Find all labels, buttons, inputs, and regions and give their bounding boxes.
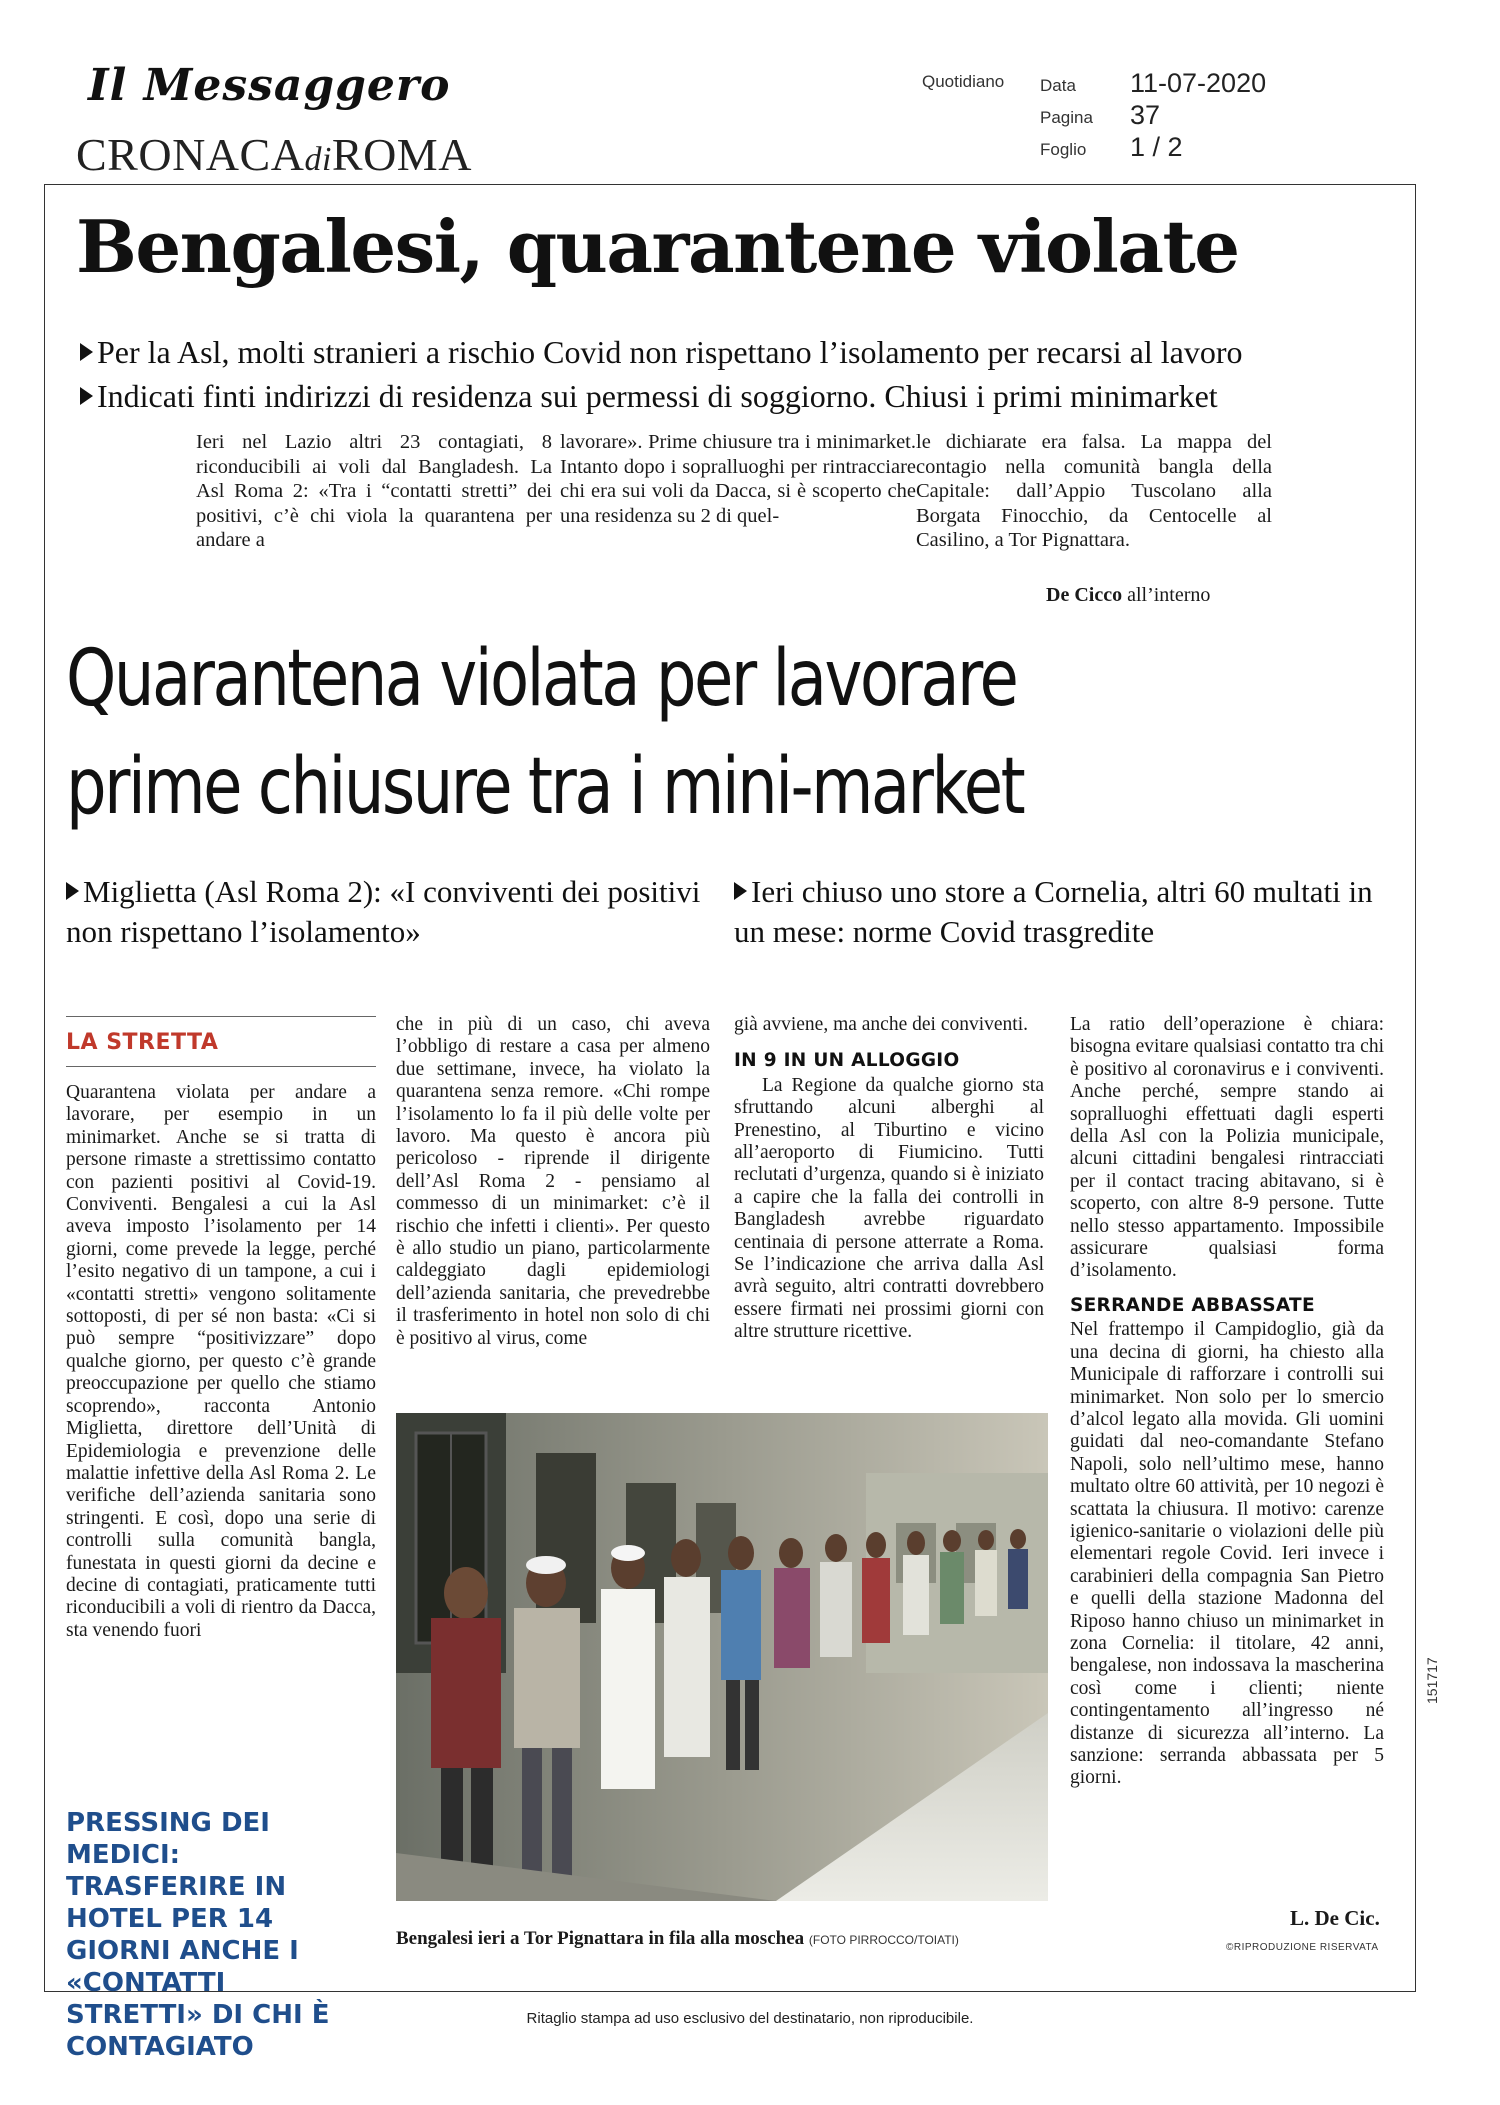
meta-foglio-label: Foglio [1040,140,1087,159]
meta-pagina-label: Pagina [1040,108,1093,127]
pull-quote: PRESSING DEI MEDICI: TRASFERIRE IN HOTEL PER 14 GIORNI ANCHE I «CONTATTI STRETTI» DI CHI È CONTAGIATO [66,1808,330,2062]
top-deck-line-2: Indicati finti indirizzi di residenza sui permessi di soggiorno. Chiusi i primi minimarket [80,378,1218,415]
main-column-3: già avviene, ma anche dei conviventi. IN 9 IN UN ALLOGGIO La Regione da qualche giorno sta sfruttando alcuni alberghi al Prenestino, al Tiburtino e vicino all’aeroporto di Fiumicino. Tutti reclutati d’urgenza, quando si è iniziato a capire che la falla dei controlli in Bangladesh avrebbe riguardato centinaia di persone atterrate a Roma. Se l’indicazione che arriva dalla Asl avrà seguito, altri contratti dovrebbero essere firmati nei prossimi giorni con altre strutture ricettive. [734,1014,1044,1343]
side-code: 151717 [1424,1657,1440,1704]
top-column-1: Ieri nel Lazio altri 23 contagiati, 8 riconducibili ai voli dal Bangladesh. La Asl Roma 2: «Tra i “contatti stretti” dei positivi, c’è chi viola la quarantena per andare a [196,431,552,551]
top-column-2: lavorare». Prime chiusure tra i minimarket. Intanto dopo i sopralluoghi per rintracciare chi era sui voli da Dacca, si è scoperto che una residenza su 2 di quel- [560,431,916,527]
top-headline: Bengalesi, quarantene violate [76,204,1239,289]
triangle-bullet-icon [80,343,93,361]
main-byline: L. De Cic. [1290,1906,1380,1930]
section-rule-top [66,1016,376,1017]
main-column-1: Quarantena violata per andare a lavorare, per esempio in un minimarket. Anche se si tratta di persone rimaste a strettissimo contatto con pazienti positivi al Covid-19. Conviventi. Bengalesi a cui la Asl aveva imposto l’isolamento per 14 giorni, come prevede la legge, perché l’esito negativo di un tampone, a cui i «contatti stretti» vengono solitamente sottoposti, di per sé non basta: «Ci si può sempre “positivizzare” dopo qualche giorno, per questo c’è grande preoccupazione per quello che stiamo scoprendo», racconta Antonio Miglietta, direttore dell’Unità di Epidemiologia e prevenzione delle malattie infettive della Asl Roma 2. Le verifiche dell’azienda sanitaria sono stringenti. E così, dopo una serie di controlli sulla comunità bangla, funestata in questi giorni da decine e decine di contagiati, praticamente tutti riconducibili a voli di rientro da Dacca, sta venendo fuori [66,1082,376,1641]
masthead-title: Il Messaggero [88,60,451,111]
photo-caption: Bengalesi ieri a Tor Pignattara in fila alla moschea (FOTO PIRROCCO/TOIATI) [396,1928,959,1949]
meta-quotidiano: Quotidiano [922,72,1005,91]
subhead-alloggio: IN 9 IN UN ALLOGGIO [734,1050,960,1072]
section-main: CRONACA [76,129,305,180]
top-column-3: le dichiarate era falsa. La mappa del contagio nella comunità bangla della Capitale: dall’Appio Tuscolano alla Borgata Finocchio, da Centocelle al Casilino, a Tor Pignattara. [916,431,1272,551]
main-deck-left: Miglietta (Asl Roma 2): «I conviventi dei positivi non rispettano l’isolamento» [66,874,701,949]
copyright-notice: ©RIPRODUZIONE RISERVATA [1226,1942,1379,1953]
footer-note: Ritaglio stampa ad uso esclusivo del destinatario, non riproducibile. [526,2010,974,2027]
main-headline-line-2: prime chiusure tra i mini-market [66,742,1024,833]
triangle-bullet-icon [734,882,747,900]
main-deck-right: Ieri chiuso uno store a Cornelia, altri 60 multati in un mese: norme Covid trasgredite [734,874,1373,949]
section-city: ROMA [331,129,472,180]
section-rule-bottom [66,1066,376,1067]
main-headline-line-1: Quarantena violata per lavorare [66,634,1017,725]
meta-pagina-value: 37 [1130,100,1161,130]
meta-data-label: Data [1040,76,1076,95]
masthead-section [76,128,472,181]
top-byline: De Cicco all’interno [1046,584,1211,606]
main-column-4: La ratio dell’operazione è chiara: bisogna evitare qualsiasi contatto tra chi è positivo al coronavirus e i conviventi. Anche perché, sempre stando ai sopralluoghi effettuati dagli esperti della Asl con la Polizia municipale, alcuni cittadini bengalesi rintracciati per il contact tracing abitavano, si è scoperto, con altre 8-9 persone. Tutte nello stesso appartamento. Impossibile assicurare qualsiasi forma d’isolamento. SERRANDE ABBASSATE Nel frattempo il Campidoglio, già da una decina di giorni, ha chiesto alla Municipale di rafforzare i controlli sui minimarket. Non solo per lo smercio d’alcol legato alla movida. Gli uomini guidati dal neo-comandante Stefano Napoli, solo nell’ultimo mese, hanno multato oltre 60 attività, per 10 negozi è scattata la chiusura. Il motivo: carenze igienico-sanitarie o violazioni delle più elementari regole Covid. Ieri invece i carabinieri della compagnia San Pietro e quelli della stazione Madonna del Riposo hanno chiuso un minimarket in zona Cornelia: il titolare, 42 anni, bengalese, non indossava la mascherina così come i clienti; niente contingentamento all’ingresso né distanze di sicurezza all’interno. La sanzione: serranda abbassata per 5 giorni. [1070,1014,1384,1789]
triangle-bullet-icon [66,882,79,900]
meta-data-value: 11-07-2020 [1130,68,1267,98]
main-column-2: che in più di un caso, chi aveva l’obbligo di restare a casa per almeno due settimane, invece, ha violato la quarantena senza remore. «Chi rompe l’isolamento lo fa il più delle volte per lavoro. Ma questo è ancora più pericoloso - riprende il dirigente dell’Asl Roma 2 - pensiamo al commesso di un minimarket: c’è il rischio che infetti i clienti». Per questo è allo studio un piano, particolarmente caldeggiato dagli epidemiologi dell’azienda sanitaria, che prevedrebbe il trasferimento in hotel non solo di chi è positivo al virus, come [396,1014,710,1349]
triangle-bullet-icon [80,387,93,405]
meta-foglio-value: 1 / 2 [1130,132,1183,162]
section-di: di [304,141,332,178]
subhead-serrande: SERRANDE ABBASSATE [1070,1294,1315,1316]
section-tag: LA STRETTA [66,1030,219,1055]
top-deck-line-1: Per la Asl, molti stranieri a rischio Covid non rispettano l’isolamento per recarsi al lavoro [80,334,1243,371]
news-photo [396,1413,1048,1901]
